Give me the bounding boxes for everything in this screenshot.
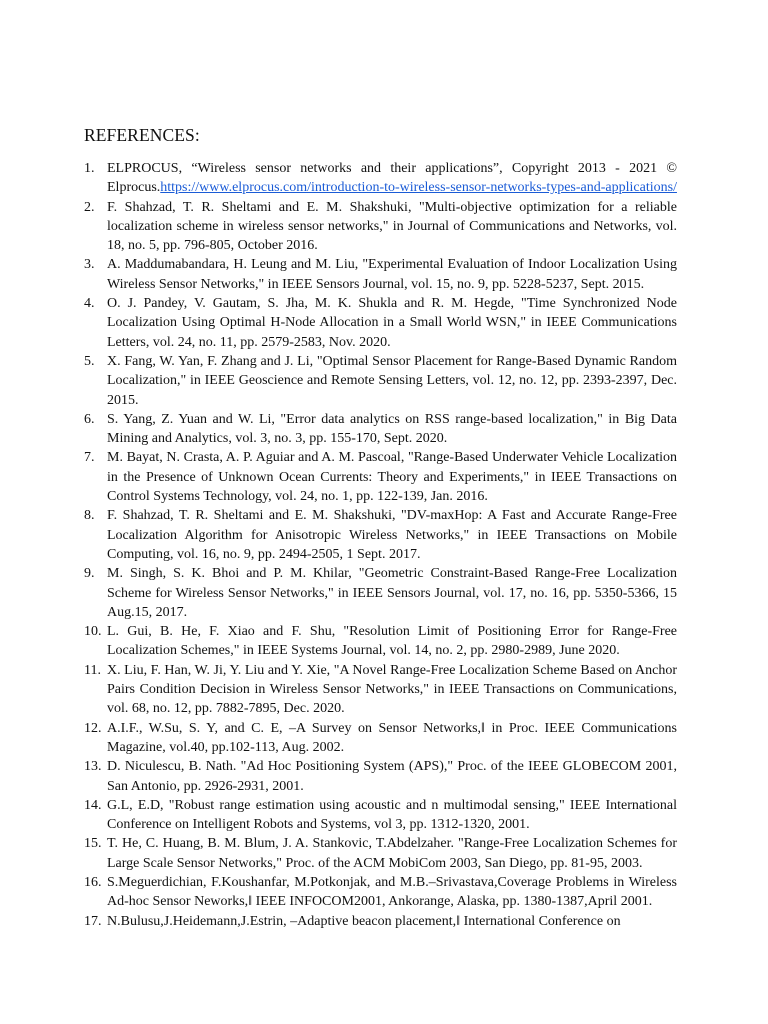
reference-item	[84, 448, 677, 506]
reference-number: 4.	[84, 296, 95, 312]
reference-number: 9.	[84, 566, 95, 582]
reference-number: 1.	[84, 161, 95, 176]
reference-item	[84, 912, 677, 931]
reference-item	[84, 159, 677, 198]
reference-number: 6.	[84, 411, 95, 427]
reference-text: M. Singh, S. K. Bhoi and P. M. Khilar, "Geometric Constraint-Based Range-Free Localization Scheme for Wireless Sensor Networks," in IEEE Sensors Journal, vol. 17, no. 16, pp. 5350-5366, 15 Aug.15, 2017.	[107, 566, 677, 620]
reference-number: 12.	[84, 720, 102, 736]
reference-item	[84, 410, 677, 449]
reference-item	[84, 873, 677, 912]
reference-item	[84, 834, 677, 873]
reference-number: 3.	[84, 257, 95, 273]
reference-number: 15.	[84, 836, 102, 852]
reference-item	[84, 352, 677, 410]
reference-text: X. Fang, W. Yan, F. Zhang and J. Li, "Optimal Sensor Placement for Range-Based Dynamic Random Localization," in IEEE Geoscience and Remote Sensing Letters, vol. 12, no. 12, pp. 2393-2397, Dec. 2015.	[107, 353, 677, 408]
reference-text: D. Niculescu, B. Nath. "Ad Hoc Positioning System (APS)," Proc. of the IEEE GLOBECOM 2001, San Antonio, pp. 2926-2931, 2001.	[107, 759, 677, 794]
reference-number: 8.	[84, 508, 95, 524]
reference-text: T. He, C. Huang, B. M. Blum, J. A. Stankovic, T.Abdelzaher. "Range-Free Localization Schemes for Large Scale Sensor Networks," Proc. of the ACM MobiCom 2003, San Diego, pp. 81-95, 2003.	[107, 836, 677, 871]
reference-item	[84, 661, 677, 719]
reference-text: A. Maddumabandara, H. Leung and M. Liu, "Experimental Evaluation of Indoor Localization Using Wireless Sensor Networks," in IEEE Sensors Journal, vol. 15, no. 9, pp. 5228-5237, Sept. 2015.	[107, 257, 677, 292]
reference-text: N.Bulusu,J.Heidemann,J.Estrin, –Adaptive beacon placement,‖ International Conference on	[107, 913, 621, 929]
reference-text: S.Meguerdichian, F.Koushanfar, M.Potkonjak, and M.B.–Srivastava,Coverage Problems in Wireless Ad-hoc Sensor Neworks,‖ IEEE INFOCOM2001, Ankorange, Alaska, pp. 1380-1387,April 2001.	[107, 874, 677, 910]
reference-item	[84, 506, 677, 564]
reference-number: 16.	[84, 874, 102, 890]
reference-text: L. Gui, B. He, F. Xiao and F. Shu, "Resolution Limit of Positioning Error for Range-Free Localization Schemes," in IEEE Systems Journal, vol. 14, no. 2, pp. 2980-2989, June 2020.	[107, 624, 677, 659]
reference-number: 10.	[84, 624, 102, 640]
reference-item	[84, 757, 677, 796]
reference-text: A.I.F., W.Su, S. Y, and C. E, –A Survey on Sensor Networks,‖ in Proc. IEEE Communications Magazine, vol.40, pp.102-113, Aug. 2002.	[107, 720, 677, 755]
reference-number: 17.	[84, 913, 102, 929]
reference-text: O. J. Pandey, V. Gautam, S. Jha, M. K. Shukla and R. M. Hegde, "Time Synchronized Node Localization Using Optimal H-Node Allocation in a Small World WSN," in IEEE Communications Letters, vol. 24, no. 11, pp. 2579-2583, Nov. 2020.	[107, 296, 677, 350]
reference-text: F. Shahzad, T. R. Sheltami and E. M. Shakshuki, "DV-maxHop: A Fast and Accurate Range-Free Localization Algorithm for Anisotropic Wireless Networks," in IEEE Transactions on Mobile Computing, vol. 16, no. 9, pp. 2494-2505, 1 Sept. 2017.	[107, 508, 677, 562]
reference-text: M. Bayat, N. Crasta, A. P. Aguiar and A. M. Pascoal, "Range-Based Underwater Vehicle Localization in the Presence of Unknown Ocean Currents: Theory and Experiments," in IEEE Transactions on Control Systems Technology, vol. 24, no. 1, pp. 122-139, Jan. 2016.	[107, 450, 677, 505]
reference-item	[84, 294, 677, 352]
reference-list	[84, 159, 677, 931]
reference-item	[84, 255, 677, 294]
reference-item	[84, 796, 677, 835]
reference-item	[84, 564, 677, 622]
reference-number: 2.	[84, 199, 95, 215]
references-heading: REFERENCES:	[84, 125, 200, 145]
reference-text: F. Shahzad, T. R. Sheltami and E. M. Shakshuki, "Multi-objective optimization for a reliable localization scheme in wireless sensor networks," in Journal of Communications and Networks, vol. 18, no. 5, pp. 796-805, October 2016.	[107, 199, 677, 254]
reference-text: S. Yang, Z. Yuan and W. Li, "Error data analytics on RSS range-based localization," in Big Data Mining and Analytics, vol. 3, no. 3, pp. 155-170, Sept. 2020.	[107, 411, 677, 447]
reference-number: 7.	[84, 450, 95, 466]
reference-item	[84, 198, 677, 256]
reference-text: X. Liu, F. Han, W. Ji, Y. Liu and Y. Xie, "A Novel Range-Free Localization Scheme Based on Anchor Pairs Condition Decision in Wireless Sensor Networks," in IEEE Transactions on Communications, vol. 68, no. 12, pp. 7882-7895, Dec. 2020.	[107, 662, 677, 717]
reference-number: 14.	[84, 797, 102, 813]
reference-text: ELPROCUS, “Wireless sensor networks and their applications”, Copyright 2013 - 2021 © Elprocus.	[107, 161, 677, 196]
reference-number: 5.	[84, 353, 95, 369]
reference-item	[84, 622, 677, 661]
reference-item	[84, 719, 677, 758]
reference-number: 11.	[84, 662, 101, 678]
reference-number: 13.	[84, 759, 102, 775]
reference-link[interactable]: https://www.elprocus.com/introduction-to-wireless-sensor-networks-types-and-applications/	[160, 180, 677, 196]
reference-text: G.L, E.D, "Robust range estimation using acoustic and n multimodal sensing," IEEE International Conference on Intelligent Robots and Systems, vol 3, pp. 1312-1320, 2001.	[107, 797, 677, 833]
